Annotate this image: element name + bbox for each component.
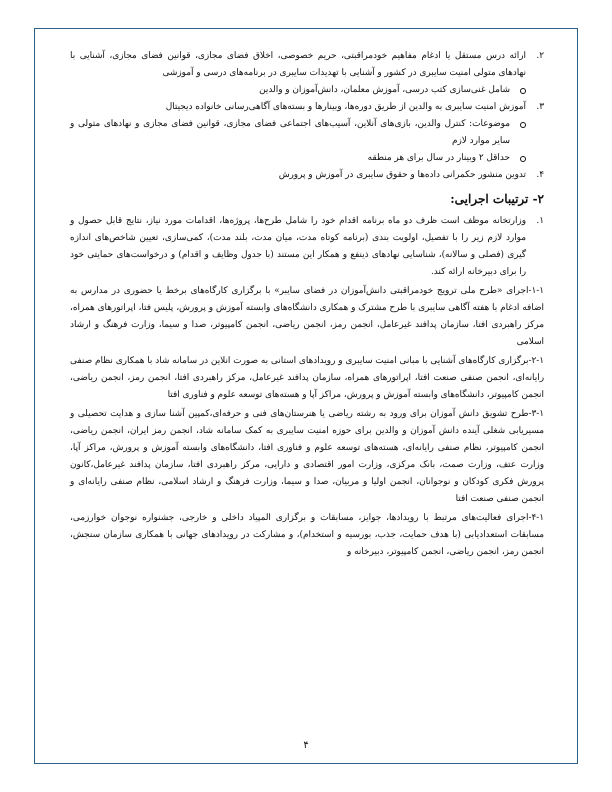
paragraph-1 bbox=[70, 213, 544, 281]
list-item-2 bbox=[70, 48, 544, 82]
sub-item-text: حداقل ۲ وبینار در سال برای هر منطقه bbox=[367, 153, 510, 163]
circle-bullet-icon bbox=[520, 156, 526, 162]
item-text: ارائه درس مستقل یا ادغام مفاهیم خودمراقبتی، حریم خصوصی، اخلاق فضای مجازی، قوانین فضای مجازی، آشنایی با نهادهای متولی امنیت سایبری در کشور و آشنایی با تهدیدات سایبری در برنامه‌های درسی و آموزشی bbox=[70, 51, 526, 78]
list-item-4 bbox=[70, 167, 544, 184]
top-list bbox=[70, 48, 544, 184]
paragraph-1-1: ۱-۱-اجرای «طرح ملی ترویج خودمراقبتی دانش‌آموزان در فضای سایبر» با برگزاری کارگاه‌های برخط یا حضوری در مدارس به اضافه ادغام با هفته آگاهی سایبری با طرح مشترک و همکاری دانشگاه‌های وابسته آموزش و پرورش، پلیس فتا، اپراتورهای همراه، مرکز راهبردی افتا، سازمان پدافند غیرعامل، انجمن رمز، انجمن ریاضی، انجمن کامپیوتر، صدا و سیما، وزارت فرهنگ و ارشاد اسلامی bbox=[70, 286, 544, 347]
sub-list bbox=[70, 116, 544, 167]
section-title: ۲- ترتیبات اجرایی: bbox=[450, 192, 544, 206]
paragraph-1-3: ۳-۱-طرح تشویق دانش آموزان برای ورود به رشته ریاضی یا هنرستان‌های فنی و حرفه‌ای،کمپین آشنا سازی و هدایت تحصیلی و مسیریابی شغلی آینده دانش آموزان و والدین برای حوزه امنیت سایبری به کمک سامانه شاد، انجمن رمز ایران، انجمن ریاضی، انجمن کامپیوتر، نظام صنفی رایانه‌ای، هسته‌های توسعه علوم و فناوری افتا، دانشگاه‌های وابسته آموزش و پرورش، مراکز آپا، وزارت عتف، وزارت صمت، بانک مرکزی، وزارت امور اقتصادی و دارایی، مرکز راهبردی افتا، سازمان پدافند غیرعامل،کانون پرورش فکری کودکان و نوجوانان، انجمن اولیا و مربیان، صدا و سیما، وزارت فرهنگ و ارشاد اسلامی، نظام صنفی رایانه‌ای و انجمن صنفی صنعت افتا bbox=[70, 409, 544, 504]
item-number: ۲. bbox=[536, 51, 544, 61]
paragraph-1-2: ۲-۱-برگزاری کارگاه‌های آشنایی با مبانی امنیت سایبری و رویدادهای استانی به صورت انلاین در سامانه شاد با همکاری نظام صنفی رایانه‌ای، انجمن صنفی صنعت افتا، اپراتورهای همراه، سازمان پدافند غیرعامل، مرکز راهبردی افتا، انجمن رمز، انجمن ریاضی، انجمن کامپیوتر، دانشگاه‌های وابسته آموزش و پرورش، مراکز آپا و هسته‌های توسعه علوم و فناوری افتا bbox=[70, 356, 544, 400]
item-number: ۳. bbox=[536, 102, 544, 112]
paragraph-1-4: ۴-۱-اجرای فعالیت‌های مرتبط با رویدادها، جوایز، مسابقات و برگزاری المپیاد داخلی و خارجی، جشنواره نوجوان خوارزمی، مسابقات استعدادیابی (با هدف حمایت، جذب، بورسیه و استخدام)، و مشارکت در رویدادهای جهانی با همکاری سازمان سنجش، انجمن رمز، انجمن ریاضی، انجمن کامپیوتر، دبیرخانه و bbox=[70, 513, 544, 557]
sub-item bbox=[70, 82, 510, 99]
item-number: ۴. bbox=[536, 170, 544, 180]
sub-list bbox=[70, 82, 544, 99]
list-item-3 bbox=[70, 99, 544, 116]
paragraph-text: وزارتخانه موظف است ظرف دو ماه برنامه اقدام خود را شامل طرح‌ها، پروژه‌ها، اقدامات مورد نیاز، نتایج قابل حصول و موارد لازم زیر را با تفصیل، اولویت بندی (برنامه کوتاه مدت، میان مدت، بلند مدت)، کمی‌سازی، تعیین شاخص‌های اندازه گیری (فصلی و سالانه)، شناسایی نهادهای ذینفع و همکار این مستند (با جدول وظایف و اقدام) و درخواست‌های حمایتی خود را برای دبیرخانه ارائه کند. bbox=[70, 216, 526, 277]
paragraph-number: ۱. bbox=[536, 216, 544, 226]
item-text: تدوین منشور حکمرانی داده‌ها و حقوق سایبری در آموزش و پرورش bbox=[278, 170, 526, 180]
sub-item-text: شامل غنی‌سازی کتب درسی، آموزش معلمان، دانش‌آموزان و والدین bbox=[259, 85, 510, 95]
circle-bullet-icon bbox=[520, 122, 526, 128]
circle-bullet-icon bbox=[520, 88, 526, 94]
document-body bbox=[70, 48, 544, 563]
page-number: ۴ bbox=[303, 740, 309, 751]
sub-item bbox=[70, 116, 510, 150]
sub-item-text: موضوعات: کنترل والدین، بازی‌های آنلاین، آسیب‌های اجتماعی فضای مجازی، قوانین فضای مجازی و نهادهای متولی و سایر موارد لازم bbox=[70, 119, 510, 146]
item-text: آموزش امنیت سایبری به والدین از طریق دوره‌ها، وبینارها و بسته‌های آگاهی‌رسانی خانواده دیجیتال bbox=[165, 102, 526, 112]
sub-item bbox=[70, 150, 510, 167]
